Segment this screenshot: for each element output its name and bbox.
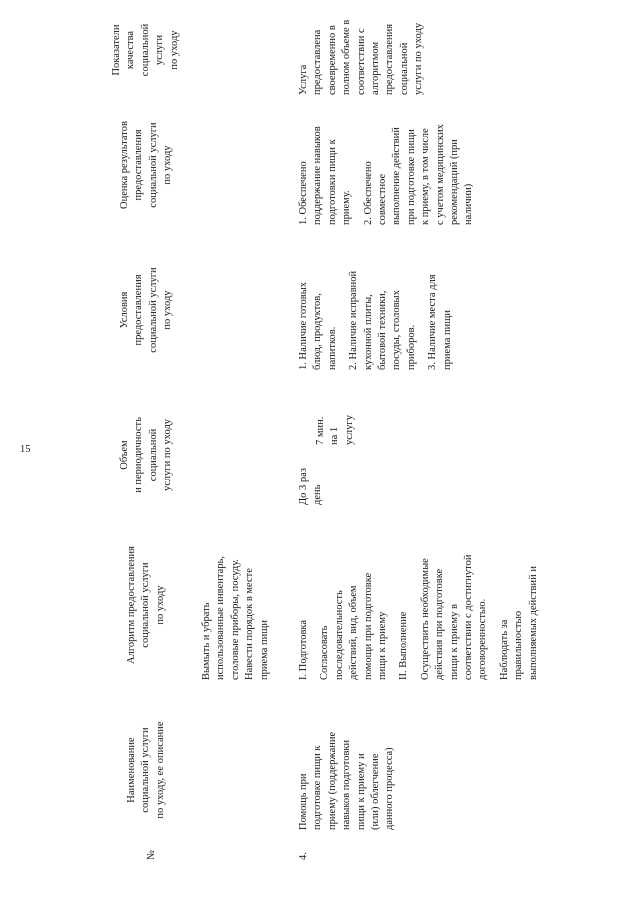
text-line: алгоритмом (370, 41, 382, 95)
text-line: по уходу (154, 585, 166, 625)
text-line: Объем (119, 440, 130, 470)
conditions-list-text (297, 240, 455, 370)
header-quality (110, 5, 182, 95)
text-line: напитков. (326, 326, 338, 370)
header-evaluation-text (118, 105, 176, 225)
paragraph (498, 515, 541, 680)
text-line: по уходу (162, 145, 174, 185)
evaluation-list-text (297, 105, 477, 225)
service-name (297, 685, 398, 830)
paragraph (419, 515, 491, 680)
text-line: приборов. (405, 324, 417, 370)
text-line: пищи к приему (377, 611, 389, 680)
header-quality-text (110, 5, 182, 95)
text-line: соответствии с (355, 28, 367, 95)
text-line: кухонной плиты, (362, 294, 374, 370)
text-line: 2. Наличие исправной (348, 270, 360, 370)
algorithm-carryover-text (200, 520, 272, 680)
text-line: Алгоритм предоставления (126, 546, 137, 664)
text-line: 2. Обеспечено (362, 161, 374, 225)
volume-frequency-text (297, 455, 326, 505)
text-line: предоставления (133, 274, 145, 346)
text-line: 7 мин. (315, 416, 326, 445)
text-line: по уходу (162, 290, 174, 330)
text-line: по уходу, ее описание (154, 721, 166, 819)
text-line: 1. Наличие готовых (298, 282, 309, 370)
text-line: и периодичность (133, 417, 145, 493)
header-algorithm (125, 530, 168, 680)
text-line: по уходу (168, 30, 180, 70)
text-line: действия при подготовке (434, 568, 446, 680)
text-line: Показатели (111, 24, 122, 76)
text-line: II. Выполнение (398, 611, 410, 680)
text-line: Вымыть и убрать (201, 602, 212, 680)
text-line: совместное (377, 173, 389, 225)
text-line: столовые приборы, посуду. (229, 558, 241, 680)
text-line: услуги (154, 34, 166, 66)
text-line: предоставления (133, 129, 145, 201)
text-line: социальной услуги (147, 267, 159, 353)
text-line: правильностью (513, 610, 525, 680)
volume-time (314, 395, 357, 445)
text-line: социальной (139, 23, 151, 77)
text-line: Наблюдать за (498, 619, 510, 680)
text-line: Согласовать (319, 625, 331, 680)
text-line: полном объеме в (341, 19, 353, 95)
algorithm-steps-text (297, 515, 541, 680)
text-line: к приему, в том числе (420, 128, 432, 225)
text-line: услуги по уходу (413, 22, 425, 95)
text-line: социальной услуги (140, 562, 152, 648)
algorithm-steps (297, 515, 548, 680)
paragraph (297, 515, 311, 680)
header-volume-text (118, 400, 176, 510)
header-number-text (145, 845, 159, 865)
text-line: пищи к приему в (448, 604, 460, 680)
text-line: навыков подготовки (341, 739, 353, 830)
text-line: приему (поддержание (326, 731, 338, 830)
paragraph (297, 240, 340, 370)
text-line: Условия (119, 291, 130, 329)
text-line: Помощь при (298, 773, 309, 830)
paragraph (426, 240, 455, 370)
text-line: подготовке пищи к (312, 745, 324, 830)
text-line: последовательность (333, 590, 345, 680)
header-name-text (125, 705, 168, 835)
volume-frequency (297, 455, 326, 505)
text-line: Оценка результатов (119, 121, 130, 209)
conditions-list (297, 240, 462, 370)
text-line: приема пищи (441, 310, 453, 370)
text-line: предоставлена (312, 29, 324, 95)
text-line: выполнение действий (391, 127, 403, 225)
text-line: предоставления (384, 23, 396, 95)
header-number (145, 845, 159, 865)
paragraph (347, 240, 419, 370)
text-line: Осуществить необходимые (419, 558, 431, 680)
row-number: 4. (298, 852, 309, 860)
text-line: день (312, 484, 324, 505)
text-line: на 1 (329, 426, 341, 445)
text-line: № (146, 849, 157, 861)
text-line: рекомендаций (при (449, 139, 461, 225)
text-line: 3. Наличие места для (427, 274, 439, 370)
header-conditions-text (118, 250, 176, 370)
volume-time-text (314, 395, 357, 445)
text-line: приема пищи (258, 620, 270, 680)
text-line: социальной услуги (140, 727, 152, 813)
header-evaluation (118, 105, 176, 225)
header-name (125, 705, 168, 835)
text-line: данного процесса) (384, 747, 396, 830)
text-line: блюд, продуктов, (312, 293, 324, 370)
header-volume (118, 400, 176, 510)
text-line: 1. Обеспечено (298, 161, 309, 225)
quality-indicators-text (297, 5, 427, 95)
text-line: Навести порядок в месте (244, 568, 256, 680)
text-line: посуды, столовых (391, 290, 403, 370)
text-line: действий, вид, объем (348, 585, 360, 680)
text-line: Наименование (126, 737, 137, 803)
page-number: 15 (20, 444, 31, 455)
algorithm-carryover (200, 520, 272, 680)
header-algorithm-text (125, 530, 168, 680)
text-line: социальной услуги (147, 122, 159, 208)
text-line: услуги по уходу (162, 418, 174, 492)
text-line: наличии) (463, 183, 475, 225)
header-conditions (118, 250, 176, 370)
text-line: приему. (341, 190, 353, 225)
text-line: договоренностью. (477, 598, 489, 680)
text-line: услугу (343, 415, 355, 445)
text-line: I. Подготовка (298, 619, 309, 680)
text-line: при подготовке пищи (405, 129, 417, 225)
evaluation-list (297, 105, 484, 225)
service-name-text (297, 685, 398, 830)
text-line: Услуга (298, 64, 309, 95)
quality-indicators (297, 5, 427, 95)
text-line: пищи к приему и (355, 753, 367, 830)
paragraph (297, 105, 355, 225)
text-line: подготовки пищи к (326, 139, 338, 225)
text-line: качества (125, 30, 137, 70)
text-line: с учетом медицинских (434, 124, 446, 225)
text-line: социальной (147, 428, 159, 482)
text-line: помощи при подготовке (362, 572, 374, 680)
text-line: (или) облегчение (370, 753, 382, 830)
text-line: бытовой техники, (377, 290, 389, 370)
text-line: поддержание навыков (312, 126, 324, 225)
paragraph (397, 515, 411, 680)
text-line: социальной (398, 42, 410, 95)
text-line: До 3 раз (298, 468, 309, 505)
paragraph (362, 105, 477, 225)
text-line: выполняемых действий и (527, 566, 539, 680)
text-line: использованные инвентарь, (215, 556, 227, 680)
text-line: своевременно в (326, 25, 338, 95)
text-line: соответствии с достигнутой (463, 554, 475, 680)
paragraph (318, 515, 390, 680)
